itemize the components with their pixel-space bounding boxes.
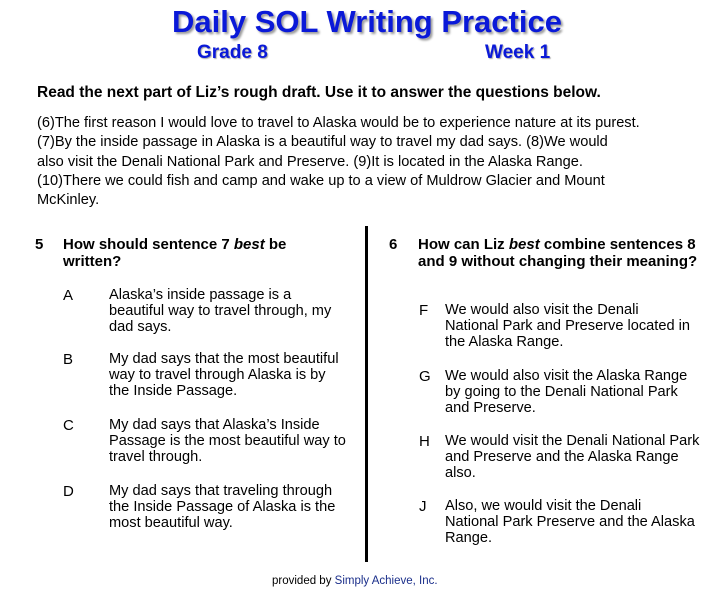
- passage-line: McKinley.: [37, 192, 100, 209]
- question-5-text-post: be written?: [63, 236, 287, 270]
- question-5-text-pre: How should sentence 7: [63, 236, 234, 253]
- column-divider: [365, 226, 368, 562]
- passage: [37, 114, 707, 210]
- page-title: Daily SOL Writing Practice: [172, 4, 562, 39]
- passage-line: (7)By the inside passage in Alaska is a beautiful way to travel my dad says. (8)We would: [37, 134, 608, 151]
- option-b-letter[interactable]: B: [63, 351, 74, 368]
- footer-prefix: provided by: [272, 575, 335, 587]
- grade-label: Grade 8: [197, 42, 268, 63]
- week-label: Week 1: [485, 42, 551, 63]
- question-5-number: 5: [35, 236, 44, 253]
- footer-brand: Simply Achieve, Inc.: [334, 575, 438, 587]
- passage-line: (6)The first reason I would love to travel to Alaska would be to experience nature at its purest.: [37, 115, 640, 131]
- passage-line: also visit the Denali National Park and Preserve. (9)It is located in the Alaska Range.: [37, 153, 583, 170]
- question-6-text: [418, 237, 710, 270]
- passage-line: (10)There we could fish and camp and wake up to a view of Muldrow Glacier and Mount: [37, 172, 605, 189]
- question-6-text-post: combine sentences 8 and 9 without changing their meaning?: [418, 236, 698, 270]
- option-c-letter[interactable]: C: [63, 417, 74, 434]
- option-h-text[interactable]: We would visit the Denali National Park and Preserve and the Alaska Range also.: [445, 433, 700, 482]
- question-6-number: 6: [389, 236, 398, 253]
- option-f-letter[interactable]: F: [419, 302, 429, 319]
- option-c-text[interactable]: My dad says that Alaska’s Inside Passage is the most beautiful way to travel through.: [109, 417, 346, 466]
- option-j-text[interactable]: Also, we would visit the Denali National Park Preserve and the Alaska Range.: [445, 498, 695, 547]
- question-5-text-emphasis: best: [233, 236, 265, 253]
- question-5-text: [63, 237, 313, 270]
- option-j-letter[interactable]: J: [419, 498, 427, 515]
- option-g-letter[interactable]: G: [419, 368, 431, 385]
- question-6-text-pre: How can Liz: [418, 236, 509, 253]
- option-g-text[interactable]: We would also visit the Alaska Range by going to the Denali National Park and Preserve.: [445, 368, 688, 417]
- instructions: Read the next part of Liz’s rough draft. Use it to answer the questions below.: [37, 84, 601, 101]
- footer-credit: [272, 575, 438, 587]
- option-d-text[interactable]: My dad says that traveling through the Inside Passage of Alaska is the most beautiful way.: [109, 483, 336, 532]
- option-d-letter[interactable]: D: [63, 483, 74, 500]
- question-6-text-emphasis: best: [508, 236, 540, 253]
- option-a-text[interactable]: Alaska’s inside passage is a beautiful way to travel through, my dad says.: [109, 287, 332, 336]
- option-f-text[interactable]: We would also visit the Denali National Park and Preserve located in the Alaska Range.: [445, 302, 690, 351]
- option-a-letter[interactable]: A: [63, 287, 74, 304]
- option-h-letter[interactable]: H: [419, 433, 430, 450]
- option-b-text[interactable]: My dad says that the most beautiful way to travel through Alaska is by the Inside Passage.: [109, 351, 339, 400]
